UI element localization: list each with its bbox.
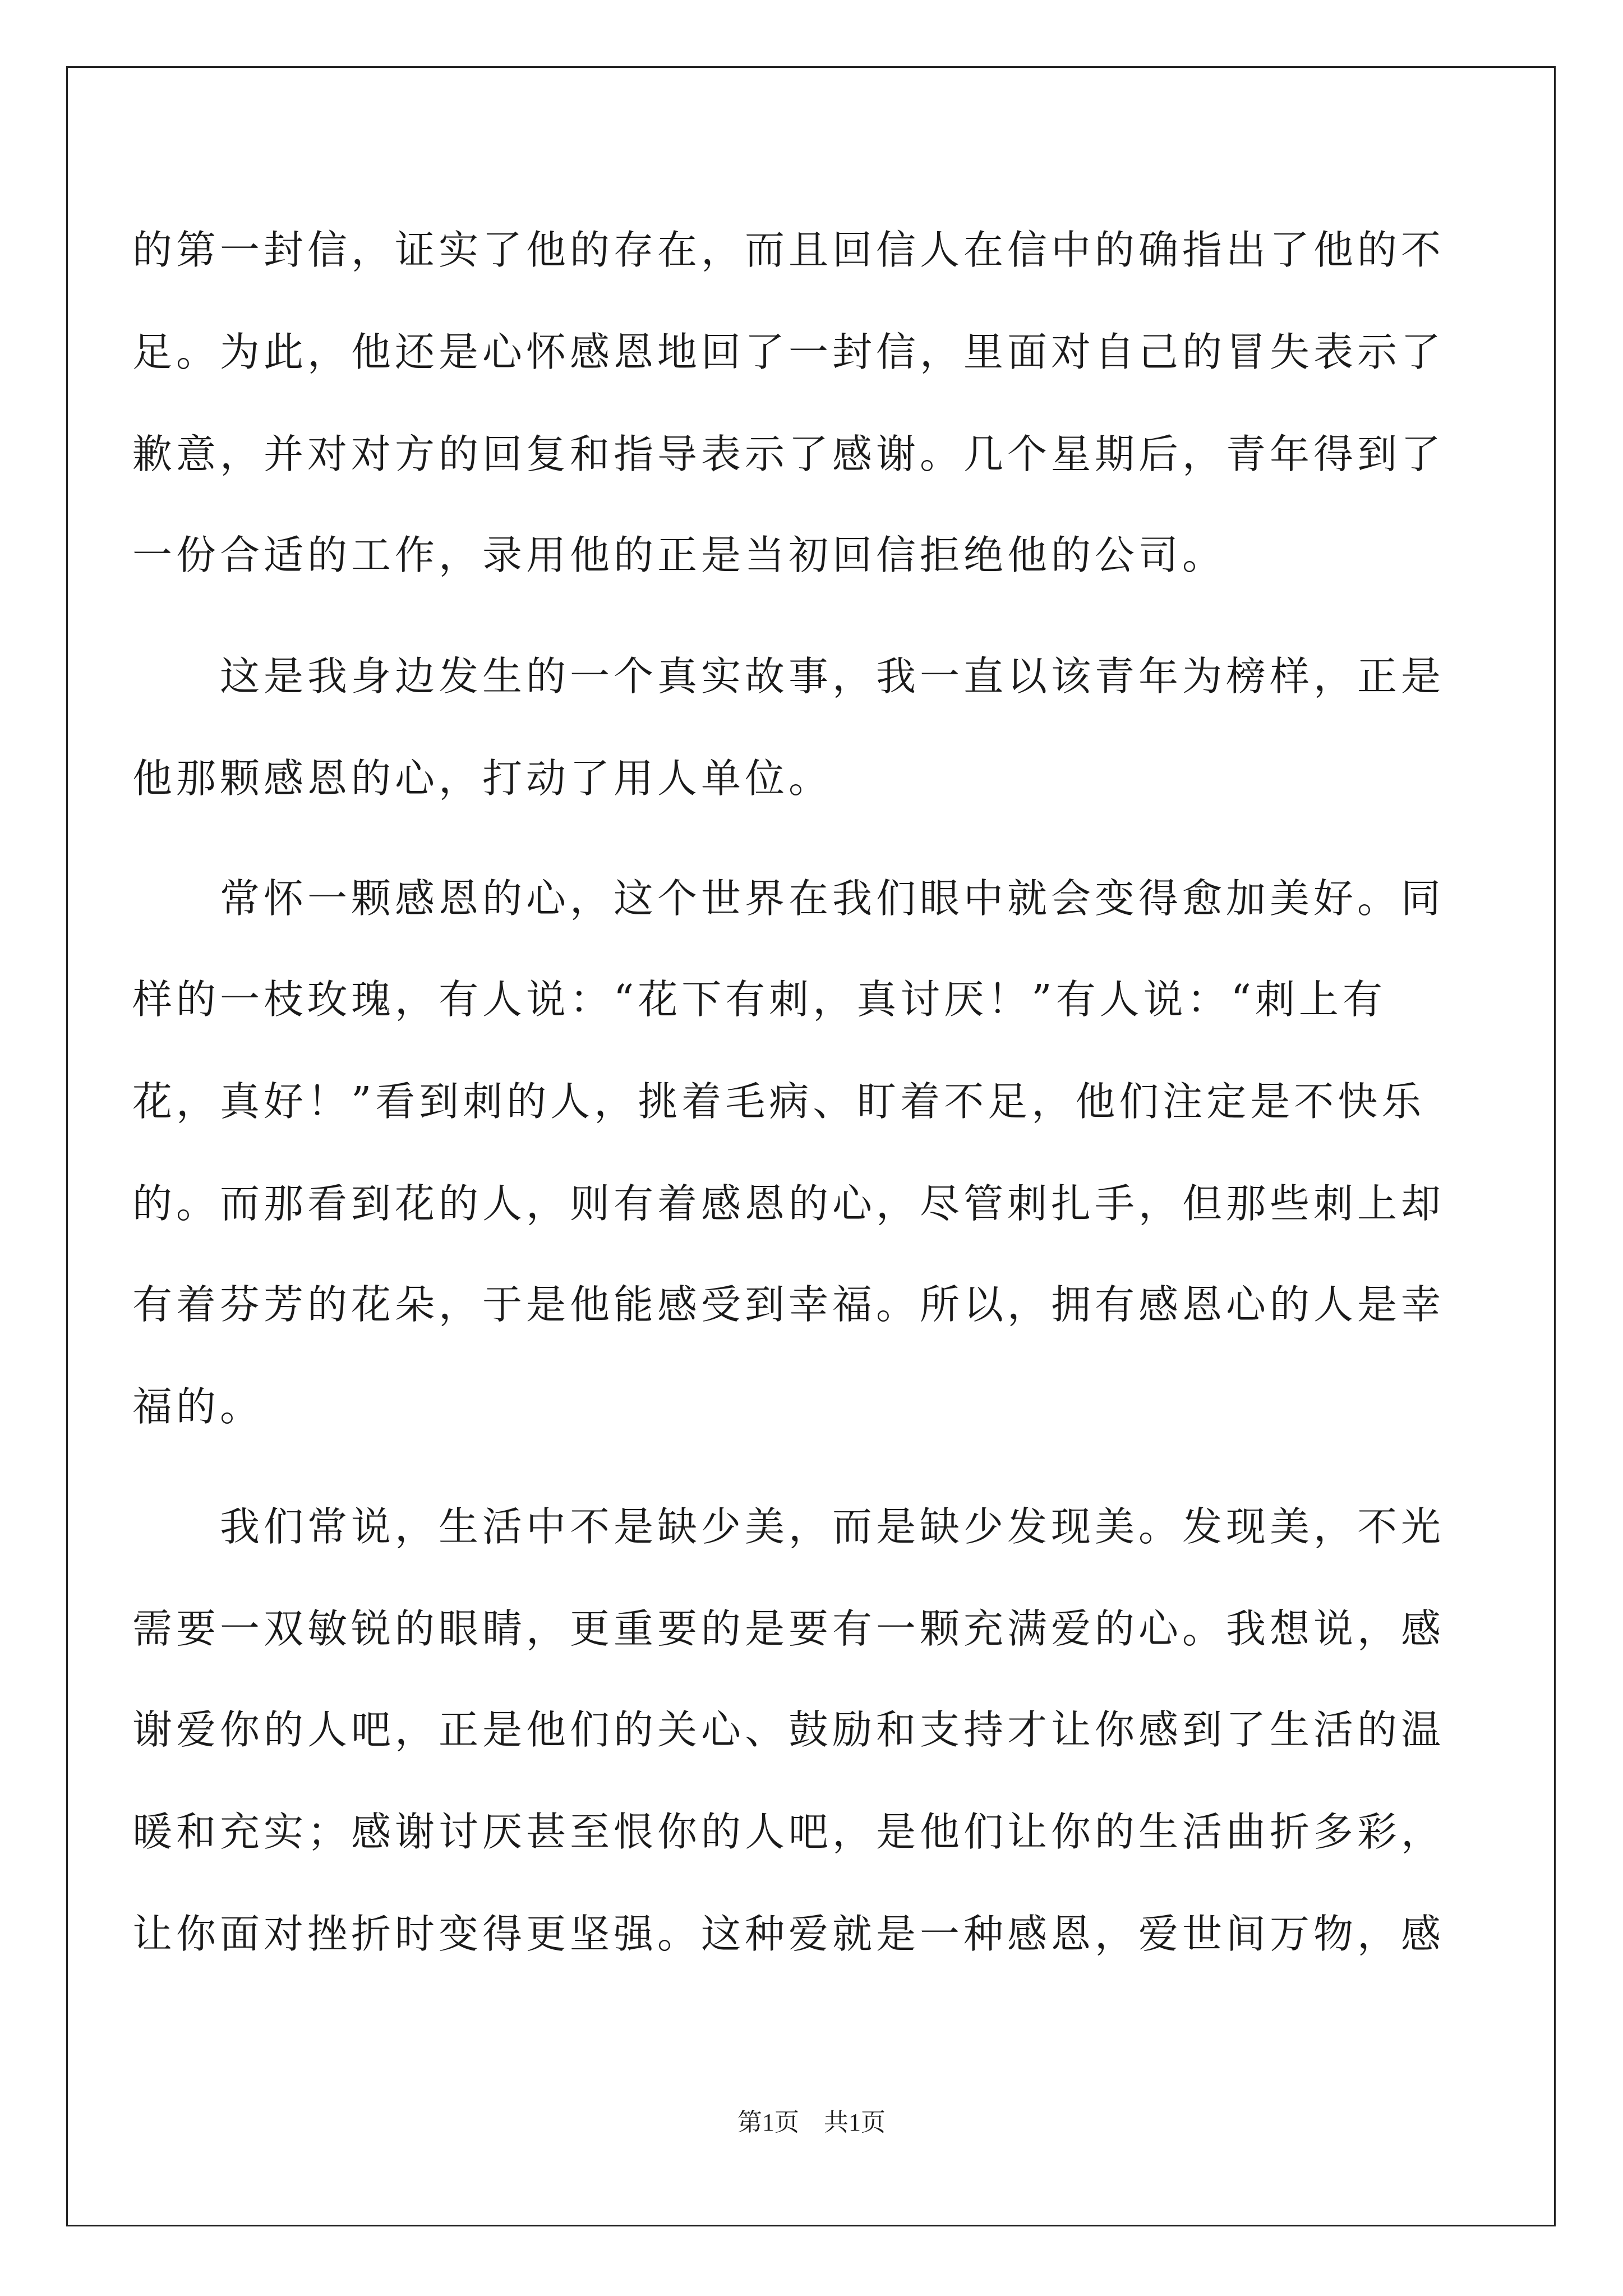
- page-total: 共1页: [824, 2109, 886, 2136]
- page-footer: [0, 2106, 1623, 2139]
- text-line: 常怀一颗感恩的心，这个世界在我们眼中就会变得愈加美好。同: [132, 875, 1445, 922]
- text-line: 我们常说，生活中不是缺少美，而是缺少发现美。发现美，不光: [132, 1503, 1445, 1550]
- text-line: 花，真好！”看到刺的人，挑着毛病、盯着不足，他们注定是不快乐: [132, 1078, 1426, 1125]
- page-border: [66, 66, 1556, 2226]
- text-line: 他那颗感恩的心，打动了用人单位。: [132, 755, 833, 802]
- text-line: 需要一双敏锐的眼睛，更重要的是要有一颗充满爱的心。我想说，感: [132, 1605, 1445, 1652]
- text-line: 歉意，并对对方的回复和指导表示了感谢。几个星期后，青年得到了: [132, 431, 1445, 477]
- text-line: 样的一枝玫瑰，有人说：“花下有刺，真讨厌！”有人说：“刺上有: [132, 976, 1386, 1023]
- text-line: 福的。: [132, 1383, 264, 1430]
- text-line: 有着芬芳的花朵，于是他能感受到幸福。所以，拥有感恩心的人是幸: [132, 1281, 1445, 1328]
- text-line: 暖和充实；感谢讨厌甚至恨你的人吧，是他们让你的生活曲折多彩，: [132, 1809, 1445, 1855]
- text-line: 一份合适的工作，录用他的正是当初回信拒绝他的公司。: [132, 532, 1227, 578]
- text-line: 这是我身边发生的一个真实故事，我一直以该青年为榜样，正是: [132, 653, 1445, 700]
- text-line: 的第一封信，证实了他的存在，而且回信人在信中的确指出了他的不: [132, 227, 1445, 273]
- text-line: 谢爱你的人吧，正是他们的关心、鼓励和支持才让你感到了生活的温: [132, 1706, 1445, 1753]
- text-line: 的。而那看到花的人，则有着感恩的心，尽管刺扎手，但那些刺上却: [132, 1180, 1445, 1227]
- text-line: 足。为此，他还是心怀感恩地回了一封信，里面对自己的冒失表示了: [132, 329, 1445, 375]
- text-line: 让你面对挫折时变得更坚强。这种爱就是一种感恩，爱世间万物，感: [132, 1911, 1445, 1957]
- page-number: 第1页: [737, 2109, 799, 2136]
